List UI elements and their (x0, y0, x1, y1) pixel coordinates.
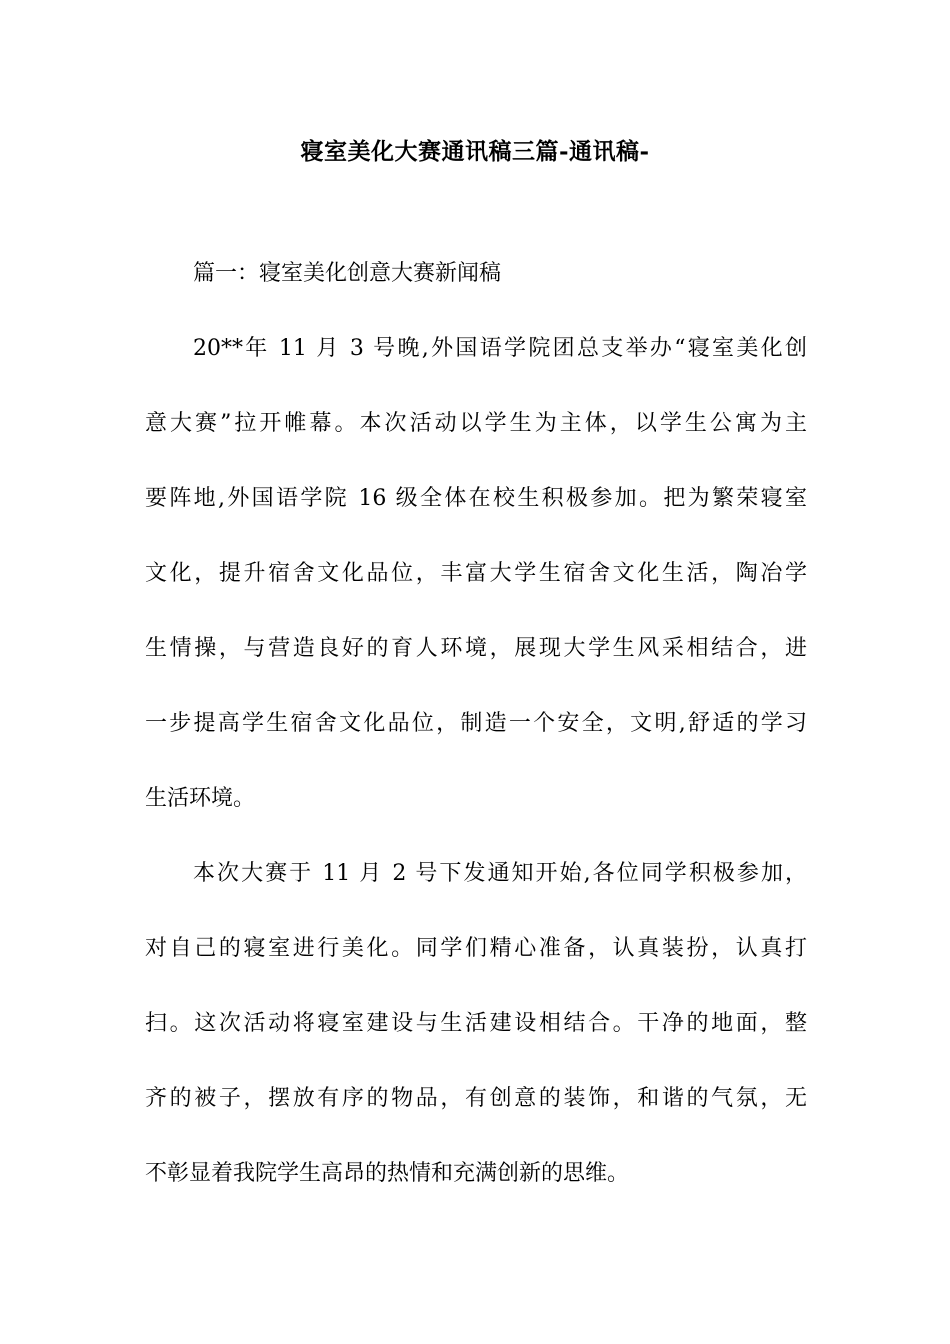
paragraph-line: 对自己的寝室进行美化。同学们精心准备，认真装扮，认真打 (145, 936, 807, 961)
paragraph-line: 本次大赛于 11 月 2 号下发通知开始,各位同学积极参加， (193, 861, 807, 886)
paragraph-line: 意大赛”拉开帷幕。本次活动以学生为主体，以学生公寓为主 (145, 411, 807, 436)
paragraph-line: 生活环境。 (145, 786, 256, 811)
paragraph-1 (145, 330, 807, 855)
paragraph-line: 20**年 11 月 3 号晚,外国语学院团总支举办“寝室美化创 (193, 336, 807, 361)
paragraph-2 (145, 855, 807, 1230)
paragraph-line: 齐的被子，摆放有序的物品，有创意的装饰，和谐的气氛，无 (145, 1086, 807, 1111)
paragraph-line: 文化，提升宿舍文化品位，丰富大学生宿舍文化生活，陶冶学 (145, 561, 807, 586)
paragraph-line: 生情操，与营造良好的育人环境，展现大学生风采相结合，进 (145, 636, 807, 661)
paragraph-line: 一步提高学生宿舍文化品位，制造一个安全，文明,舒适的学习 (145, 711, 807, 736)
paragraph-line: 不彰显着我院学生高昂的热情和充满创新的思维。 (145, 1161, 630, 1186)
paragraph-line: 扫。这次活动将寝室建设与生活建设相结合。干净的地面，整 (145, 1011, 807, 1036)
document-title: 寝室美化大赛通讯稿三篇-通讯稿- (300, 138, 650, 165)
section-heading-text: 篇一：寝室美化创意大赛新闻稿 (193, 261, 502, 286)
paragraph-line: 要阵地,外国语学院 16 级全体在校生积极参加。把为繁荣寝室 (145, 486, 807, 511)
section-heading (145, 255, 807, 330)
document-body (145, 255, 807, 1230)
